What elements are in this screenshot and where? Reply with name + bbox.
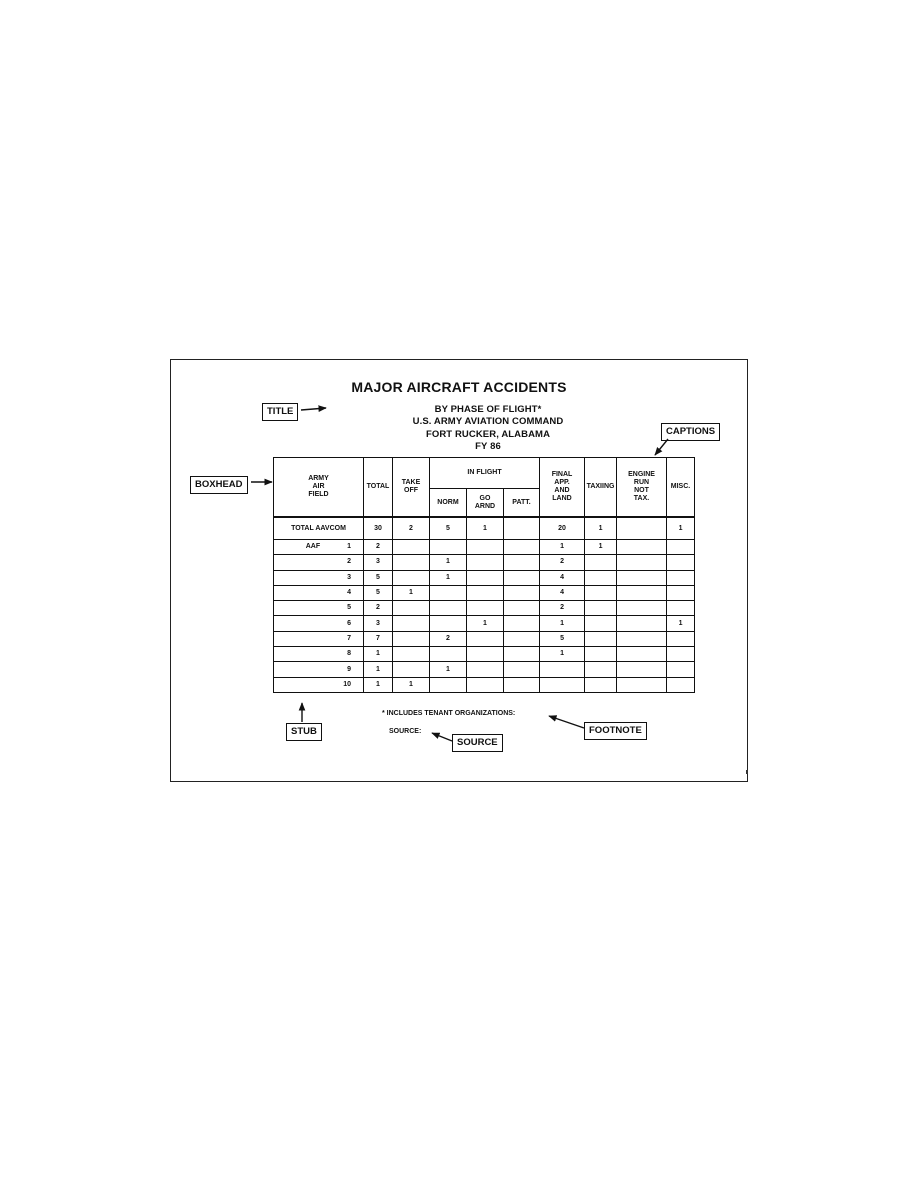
cell-misc [667,662,695,677]
cell-misc [667,631,695,646]
cell-total: 30 [364,517,393,540]
cell-total: 3 [364,555,393,570]
cell-norm: 1 [430,555,467,570]
cell-goarnd [467,631,504,646]
cell-norm: 1 [430,662,467,677]
table-row [274,570,695,585]
stub-cell: 10 [274,677,364,692]
cell-norm: 1 [430,570,467,585]
stub-cell: 8 [274,647,364,662]
header-take-off: TAKE OFF [393,458,430,518]
cell-patt [504,677,540,692]
cell-final [540,677,585,692]
table-row [274,616,695,631]
cell-total: 5 [364,585,393,600]
cell-taxiing: 1 [585,540,617,555]
captions-callout: CAPTIONS [661,423,720,441]
cell-goarnd [467,601,504,616]
cell-goarnd [467,662,504,677]
cell-patt [504,616,540,631]
cell-final: 1 [540,647,585,662]
table-row [274,677,695,692]
cell-misc [667,601,695,616]
cell-engine [617,647,667,662]
stub-cell: 9 [274,662,364,677]
cell-total: 1 [364,677,393,692]
cell-final: 4 [540,585,585,600]
header-total: TOTAL [364,458,393,518]
cell-engine [617,662,667,677]
cell-total: 5 [364,570,393,585]
cell-takeoff: 2 [393,517,430,540]
cell-patt [504,647,540,662]
cell-goarnd: 1 [467,517,504,540]
cell-patt [504,517,540,540]
cell-norm [430,601,467,616]
cell-goarnd [467,677,504,692]
cell-patt [504,540,540,555]
cell-takeoff [393,662,430,677]
cell-goarnd [467,555,504,570]
cell-final: 2 [540,555,585,570]
cell-engine [617,540,667,555]
subtitle-command: U.S. ARMY AVIATION COMMAND [412,416,564,427]
cell-patt [504,570,540,585]
table-row [274,555,695,570]
cell-final: 20 [540,517,585,540]
cell-total: 3 [364,616,393,631]
cell-engine [617,555,667,570]
cell-takeoff [393,601,430,616]
cell-engine [617,517,667,540]
cell-goarnd [467,585,504,600]
cell-engine [617,585,667,600]
cell-takeoff [393,631,430,646]
edge-mark [746,770,748,774]
cell-total: 1 [364,647,393,662]
cell-patt [504,601,540,616]
cell-final: 2 [540,601,585,616]
cell-norm [430,647,467,662]
header-go-arnd: GO ARND [467,489,504,518]
header-engine-run-not-tax: ENGINE RUN NOT TAX. [617,458,667,518]
stub-cell: 2 [274,555,364,570]
cell-taxiing [585,585,617,600]
cell-goarnd [467,647,504,662]
cell-misc: 1 [667,517,695,540]
table-row [274,662,695,677]
footnote-callout: FOOTNOTE [584,722,647,740]
cell-misc [667,555,695,570]
cell-norm [430,677,467,692]
stub-cell: TOTAL AAVCOM [274,517,364,540]
cell-takeoff: 1 [393,677,430,692]
stub-callout: STUB [286,723,322,741]
source-callout: SOURCE [452,734,503,752]
cell-engine [617,601,667,616]
cell-norm [430,540,467,555]
cell-final: 1 [540,616,585,631]
header-taxiing: TAXIING [585,458,617,518]
cell-patt [504,631,540,646]
table-row [274,585,695,600]
cell-goarnd: 1 [467,616,504,631]
table-row [274,631,695,646]
cell-engine [617,616,667,631]
cell-norm [430,585,467,600]
cell-norm: 5 [430,517,467,540]
header-army-air-field: ARMY AIR FIELD [274,458,364,518]
cell-misc [667,585,695,600]
subtitle-location: FORT RUCKER, ALABAMA [425,429,551,440]
cell-misc: 1 [667,616,695,631]
stub-cell: 7 [274,631,364,646]
cell-total: 1 [364,662,393,677]
stub-cell: AAF 1 [274,540,364,555]
cell-total: 2 [364,601,393,616]
cell-taxiing [585,601,617,616]
cell-patt [504,555,540,570]
subtitle-phase: BY PHASE OF FLIGHT* [434,404,542,415]
cell-takeoff: 1 [393,585,430,600]
cell-taxiing [585,677,617,692]
boxhead-callout: BOXHEAD [190,476,248,494]
stub-cell: 5 [274,601,364,616]
header-final-app-land: FINAL APP. AND LAND [540,458,585,518]
table-row-total [274,517,695,540]
cell-misc [667,647,695,662]
cell-misc [667,570,695,585]
cell-final: 5 [540,631,585,646]
stub-cell: 4 [274,585,364,600]
cell-goarnd [467,570,504,585]
header-norm: NORM [430,489,467,518]
table-row [274,647,695,662]
cell-taxiing [585,662,617,677]
title-callout: TITLE [262,403,298,421]
cell-goarnd [467,540,504,555]
cell-engine [617,677,667,692]
cell-misc [667,677,695,692]
table-row [274,540,695,555]
cell-taxiing [585,570,617,585]
accidents-table [273,457,695,693]
cell-taxiing [585,616,617,631]
cell-engine [617,631,667,646]
footnote-text: * INCLUDES TENANT ORGANIZATIONS: [382,710,516,717]
cell-taxiing: 1 [585,517,617,540]
cell-final: 4 [540,570,585,585]
cell-takeoff [393,616,430,631]
cell-taxiing [585,555,617,570]
table-title: MAJOR AIRCRAFT ACCIDENTS [351,379,567,395]
cell-misc [667,540,695,555]
header-patt: PATT. [504,489,540,518]
cell-patt [504,585,540,600]
header-in-flight: IN FLIGHT [430,458,540,489]
cell-norm: 2 [430,631,467,646]
cell-taxiing [585,647,617,662]
cell-patt [504,662,540,677]
cell-norm [430,616,467,631]
stub-cell: 3 [274,570,364,585]
cell-final [540,662,585,677]
cell-taxiing [585,631,617,646]
table-row [274,601,695,616]
source-label: SOURCE: [389,728,422,735]
stub-cell: 6 [274,616,364,631]
cell-final: 1 [540,540,585,555]
cell-total: 2 [364,540,393,555]
cell-takeoff [393,570,430,585]
cell-total: 7 [364,631,393,646]
header-misc: MISC. [667,458,695,518]
cell-engine [617,570,667,585]
cell-takeoff [393,540,430,555]
cell-takeoff [393,555,430,570]
cell-takeoff [393,647,430,662]
subtitle-fiscal-year: FY 86 [475,441,501,452]
